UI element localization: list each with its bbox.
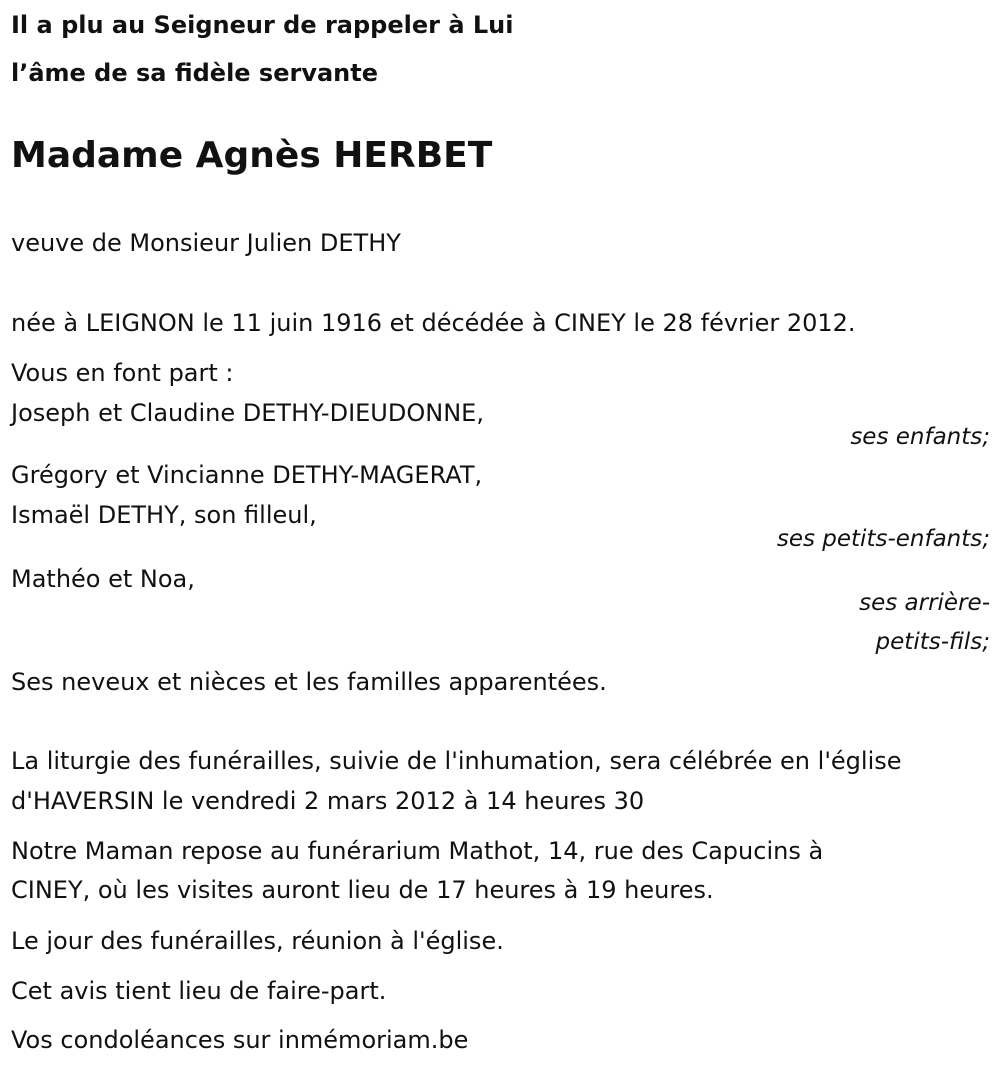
grandchild-names-1: Grégory et Vincianne DETHY-MAGERAT,	[11, 461, 483, 489]
intro-line-1: Il a plu au Seigneur de rappeler à Lui	[11, 11, 514, 39]
liturgy-line-2: d'HAVERSIN le vendredi 2 mars 2012 à 14 heures 30	[11, 787, 645, 815]
announcement-intro: Vous en font part :	[11, 359, 234, 387]
grandchild-names-2: Ismaël DETHY, son filleul,	[11, 501, 317, 529]
liturgy-line-1: La liturgie des funérailles, suivie de l'inhumation, sera célébrée en l'église	[11, 747, 902, 775]
children-names: Joseph et Claudine DETHY-DIEUDONNE,	[11, 399, 484, 427]
great-grandchildren-relation-1: ses arrière-	[859, 590, 990, 616]
great-grandchildren-names: Mathéo et Noa,	[11, 565, 195, 593]
children-relation: ses enfants;	[850, 424, 990, 450]
extended-family-line: Ses neveux et nièces et les familles apparentées.	[11, 668, 607, 696]
widow-of-line: veuve de Monsieur Julien DETHY	[11, 229, 401, 257]
condolences-line: Vos condoléances sur inmémoriam.be	[11, 1026, 469, 1054]
meeting-line: Le jour des funérailles, réunion à l'église.	[11, 927, 504, 955]
deceased-name: Madame Agnès HERBET	[11, 135, 493, 176]
rest-line-2: CINEY, où les visites auront lieu de 17 heures à 19 heures.	[11, 876, 714, 904]
intro-line-2: l’âme de sa fidèle servante	[11, 59, 379, 87]
notice-line: Cet avis tient lieu de faire-part.	[11, 977, 387, 1005]
birth-death-line: née à LEIGNON le 11 juin 1916 et décédée à CINEY le 28 février 2012.	[11, 309, 856, 337]
rest-line-1: Notre Maman repose au funérarium Mathot, 14, rue des Capucins à	[11, 837, 824, 865]
grandchildren-relation: ses petits-enfants;	[776, 526, 990, 552]
great-grandchildren-relation-2: petits-fils;	[875, 629, 990, 655]
